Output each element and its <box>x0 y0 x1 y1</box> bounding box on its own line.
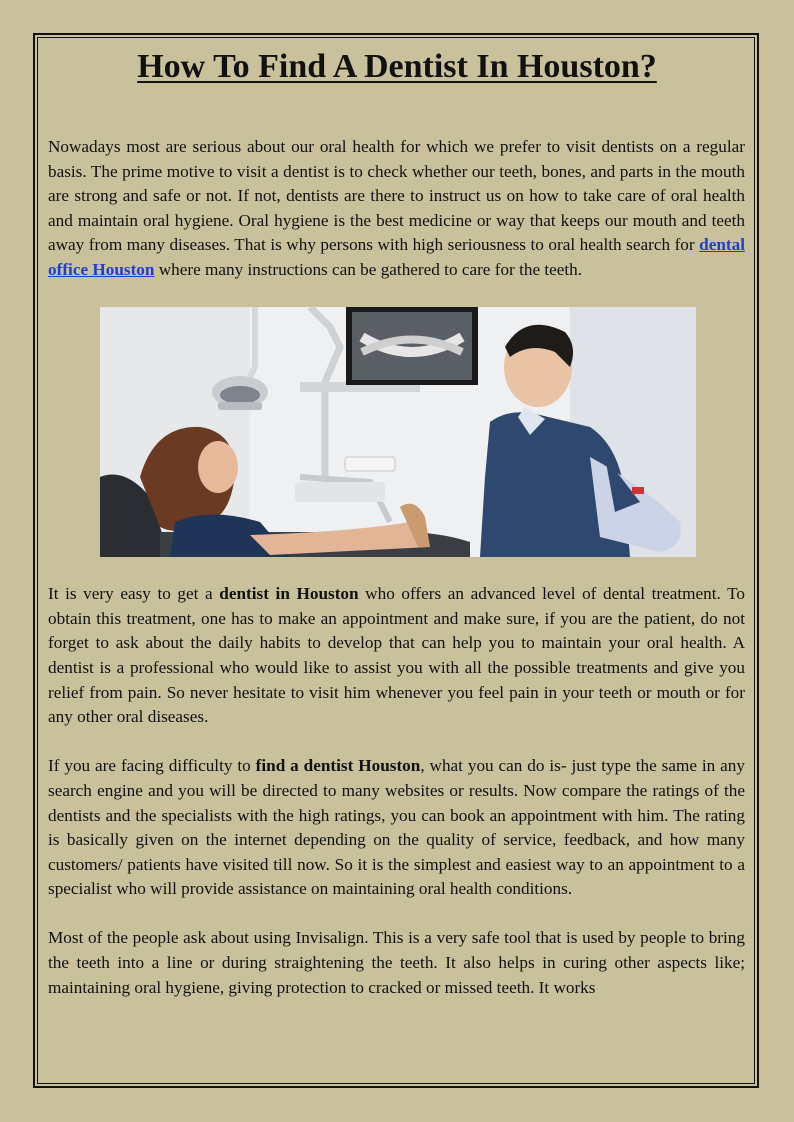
paragraph-2-text-1: It is very easy to get a <box>48 584 220 604</box>
paragraph-intro <box>48 135 745 283</box>
dental-clinic-photo <box>100 307 696 557</box>
paragraph-intro-text-2: where many instructions can be gathered to care for the teeth. <box>154 259 583 279</box>
paragraph-intro-text-1: Nowadays most are serious about our oral health for which we prefer to visit dentists on a regular basis. The prime motive to visit a dentist is to check whether our teeth, bones, and parts in the mouth are strong and safe or not. If not, dentists are there to instruct us on how to take care of oral health and maintain oral hygiene. Oral hygiene is the best medicine or way that keeps our mouth and teeth away from many diseases. That is why persons with high seriousness to oral health search for <box>48 137 745 255</box>
paragraph-3-text-1: If you are facing difficulty to <box>48 756 256 776</box>
paragraph-invisalign: Most of the people ask about using Invisalign. This is a very safe tool that is used by people to bring the teeth into a line or during straightening the teeth. It also helps in curing other aspects like; maintaining oral hygiene, giving protection to cracked or missed teeth. It works <box>48 928 745 997</box>
dental-clinic-illustration <box>100 307 696 557</box>
article-body <box>48 135 745 1025</box>
paragraph-find-dentist <box>48 754 745 902</box>
find-a-dentist-houston-bold: find a dentist Houston <box>255 756 421 776</box>
paragraph-dentist-houston <box>48 582 745 730</box>
dental-office-houston-link[interactable]: dental office Houston <box>48 235 745 279</box>
paragraph-3-text-2: , what you can do is- just type the same in any search engine and you will be directed to many websites or results. Now compare the ratings of the dentists and the specialists with the high ratings, you can book an appointment with him. The rating is basically given on the internet depending on the quality of service, feedback, and how many customers/ patients have visited till now. So it is the simplest and easiest way to an appointment to a specialist who will provide assistance on maintaining oral health conditions. <box>48 756 745 899</box>
page-title: How To Find A Dentist In Houston? <box>137 48 657 85</box>
paragraph-2-text-2: who offers an advanced level of dental treatment. To obtain this treatment, one has to make an appointment and make sure, if you are the patient, do not forget to ask about the daily habits to develop that can help you to maintain your oral health. A dentist is a professional who would like to assist you with all the possible treatments and give you relief from pain. So never hesitate to visit him whenever you feel pain in your teeth or mouth or for any other oral diseases. <box>48 584 745 727</box>
dentist-in-houston-bold: dentist in Houston <box>219 584 359 604</box>
